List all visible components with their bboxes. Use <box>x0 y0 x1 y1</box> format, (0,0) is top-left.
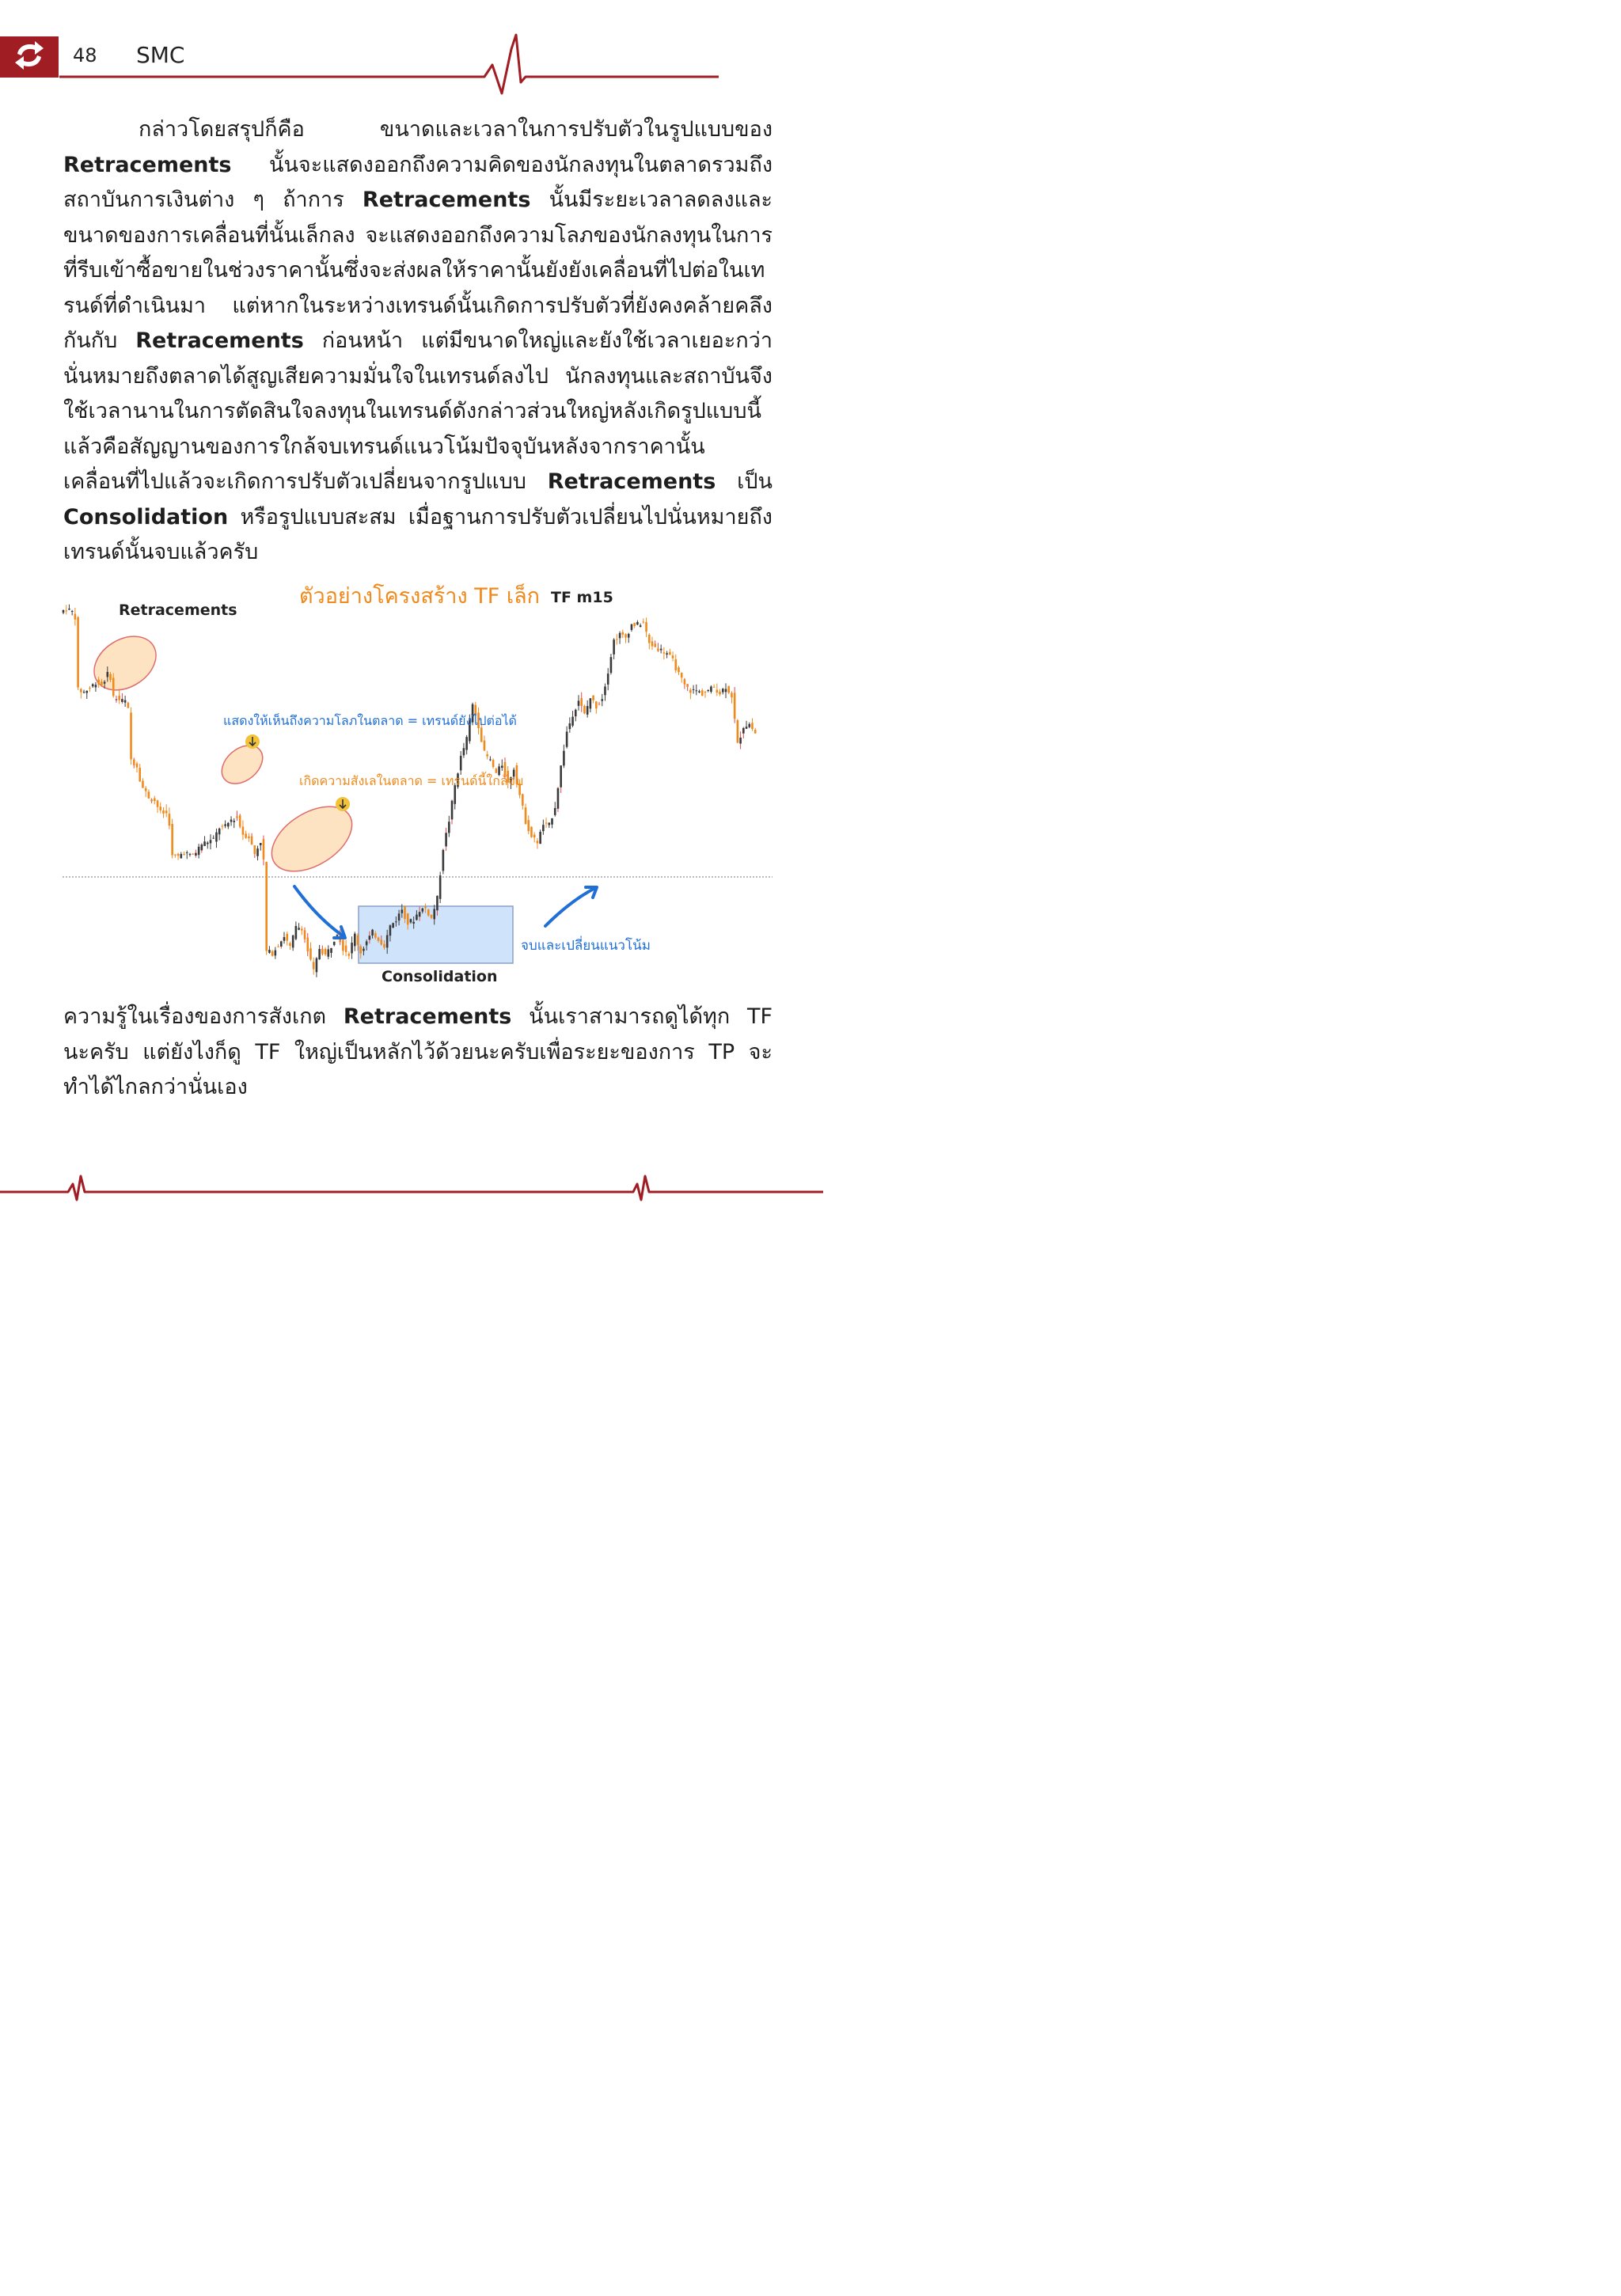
candle-body <box>442 850 445 871</box>
candle-body <box>563 751 565 766</box>
candle-body <box>624 634 627 637</box>
candle-body <box>713 687 716 688</box>
candle-body <box>321 949 324 954</box>
candle-body <box>527 820 530 831</box>
candle-body <box>484 741 486 751</box>
candle-body <box>701 690 704 696</box>
candle-body <box>215 833 218 842</box>
candle-body <box>622 632 624 635</box>
candle-body <box>395 921 397 922</box>
candle-body <box>251 837 253 844</box>
figure-timeframe: TF m15 <box>551 589 613 606</box>
candle-body <box>739 738 742 744</box>
candle-body <box>707 690 709 691</box>
refresh-arrows-icon <box>11 40 47 74</box>
candle-body <box>63 610 65 613</box>
candle-body <box>260 843 262 845</box>
candle-body <box>263 839 265 860</box>
candle-body <box>489 759 492 760</box>
annotation-reversal: จบและเปลี่ยนแนวโน้ม <box>521 938 651 954</box>
candle-body <box>389 925 392 935</box>
candle-body <box>316 958 318 973</box>
candle-body <box>169 814 171 825</box>
annotation-greed: แสดงให้เห็นถึงความโลภในตลาด = เทรนด์ยังไปต่อได้ <box>223 713 517 728</box>
candle-body <box>136 764 139 768</box>
candle-body <box>398 913 401 920</box>
candle-body <box>748 724 750 727</box>
candle-body <box>295 926 298 939</box>
candle-body <box>674 659 677 670</box>
candle-body <box>212 838 214 839</box>
candle-body <box>227 823 230 827</box>
candle-body <box>165 810 168 813</box>
candle-body <box>448 822 450 833</box>
emphasis-term: Consolidation <box>63 504 229 529</box>
candle-body <box>271 951 274 956</box>
candle-body <box>371 930 374 935</box>
emphasis-term: Retracements <box>135 328 304 353</box>
candle-body <box>419 912 421 917</box>
candle-body <box>374 933 377 938</box>
candle-body <box>716 690 719 693</box>
candle-body <box>286 934 288 941</box>
footer-rule <box>0 1171 871 1211</box>
candle-body <box>578 700 580 705</box>
candle-body <box>445 833 447 846</box>
candle-body <box>636 622 639 624</box>
body-paragraph-2 <box>63 1000 773 1106</box>
candle-body <box>174 855 177 856</box>
candle-body <box>651 641 654 646</box>
candle-body <box>330 948 332 953</box>
figure-title: ตัวอย่างโครงสร้าง TF เล็ก <box>299 584 540 609</box>
candle-body <box>109 674 112 680</box>
candle-body <box>354 934 356 947</box>
candle-body <box>590 698 592 708</box>
candle-body <box>451 801 454 820</box>
candle-body <box>704 692 707 693</box>
retracement-zone-2 <box>214 738 270 791</box>
candle-body <box>571 717 574 726</box>
candle-body <box>89 688 91 689</box>
candle-body <box>304 930 306 939</box>
body-paragraph-1 <box>63 112 773 571</box>
candle-body <box>233 821 235 822</box>
candle-body <box>727 686 730 693</box>
candle-body <box>410 919 412 922</box>
candle-body <box>495 768 498 772</box>
candle-body <box>672 655 674 658</box>
emphasis-term: Retracements <box>547 469 716 494</box>
candle-body <box>133 760 135 765</box>
candle-body <box>369 935 371 939</box>
candle-body <box>150 799 153 801</box>
candle-body <box>731 693 733 697</box>
candle-body <box>601 699 603 700</box>
text-run: นั้นเราสามารถดูได้ทุก TF นะครับ แต่ยังไงก็ดู TF ใหญ่เป็นหลักไว้ด้วยนะครับเพื่อระยะของการ TP จะทำได้ไกลกว่านั่นเอง <box>63 1004 773 1099</box>
candle-body <box>357 935 359 945</box>
candle-body <box>566 731 568 746</box>
candle-body <box>678 667 680 672</box>
candle-body <box>222 826 224 827</box>
candle-body <box>465 737 468 750</box>
candle-body <box>436 896 438 910</box>
candle-body <box>412 922 415 924</box>
candle-body <box>554 808 556 815</box>
candle-body <box>118 696 120 700</box>
candle-body <box>218 829 221 834</box>
candle-body <box>65 610 67 611</box>
candle-body <box>292 935 294 947</box>
candle-body <box>130 712 132 759</box>
candle-body <box>401 909 404 913</box>
candle-body <box>628 634 630 638</box>
page-number: 48 <box>73 44 97 66</box>
candle-body <box>283 937 286 941</box>
candle-body <box>557 788 560 809</box>
candle-body <box>407 913 409 924</box>
candle-body <box>710 686 712 692</box>
candle-body <box>657 648 659 651</box>
candle-body <box>325 949 327 954</box>
candle-body <box>734 693 736 719</box>
candle-body <box>666 653 668 655</box>
candle-body <box>77 617 79 688</box>
candle-body <box>422 909 424 912</box>
candle-body <box>681 673 683 677</box>
candle-body <box>378 938 380 941</box>
candle-body <box>610 657 613 673</box>
candle-body <box>684 679 686 684</box>
text-run: นั้นมีระยะเวลาลดลงและขนาดของการเคลื่อนที่นั้นเล็กลง จะแสดงออกถึงความโลภของนักลงทุนในการที่รีบเข้าซื้อขายในช่วงราคานั้นซึ่งจะส่งผลให้ราคานั้นยังยังเคลื่อนที่ไปต่อในเทรนด์ที่ดำเนินมา แต่หากในระหว่างเทรนด์นั้นเกิดการปรับตัวที่ยังคงคล้ายคลึงกันกับ <box>63 188 773 353</box>
candle-body <box>386 935 389 948</box>
candle-body <box>348 954 351 956</box>
candle-body <box>693 689 695 690</box>
candle-body <box>104 681 106 683</box>
candle-body <box>366 941 368 945</box>
candle-body <box>560 765 562 787</box>
candle-body <box>460 756 462 770</box>
candle-body <box>648 635 651 643</box>
candle-body <box>640 625 642 627</box>
down-arrow-marker-icon <box>336 797 350 811</box>
candle-body <box>83 692 85 693</box>
candle-body <box>575 710 577 716</box>
down-arrow-marker-icon <box>245 734 260 749</box>
candle-body <box>424 907 427 909</box>
candle-body <box>145 788 147 791</box>
candle-body <box>74 614 77 620</box>
candle-body <box>725 689 727 692</box>
candle-body <box>201 844 203 851</box>
candle-body <box>654 643 656 647</box>
candle-body <box>92 684 94 686</box>
candle-body <box>427 909 430 915</box>
candle-body <box>696 690 698 691</box>
candle-body <box>265 862 268 951</box>
candle-body <box>431 915 433 918</box>
candle-body <box>180 854 183 858</box>
candle-body <box>545 823 548 824</box>
candle-body <box>530 827 533 837</box>
candle-body <box>328 949 330 956</box>
candle-body <box>404 906 406 919</box>
header-rule <box>0 0 871 103</box>
candle-body <box>542 825 545 831</box>
candle-body <box>722 689 724 692</box>
candle-body <box>177 854 180 856</box>
candle-body <box>583 706 586 713</box>
candle-body <box>392 923 394 928</box>
candle-body <box>254 845 256 854</box>
candle-body <box>80 689 82 693</box>
candle-body <box>613 639 615 655</box>
candle-body <box>245 833 247 837</box>
text-run: นั้นจะแสดงออกถึงความคิดของนักลงทุนในตลาดรวมถึงสถาบันการเงินต่าง ๆ ถ้าการ <box>63 152 773 212</box>
candle-body <box>318 949 321 959</box>
text-run: เป็น <box>716 469 773 494</box>
candle-body <box>463 748 465 755</box>
candle-body <box>619 633 621 639</box>
candle-body <box>207 843 209 844</box>
candle-body <box>480 727 483 742</box>
logo-badge <box>0 36 59 78</box>
candle-body <box>239 815 241 826</box>
candle-body <box>746 727 748 729</box>
candle-body <box>280 941 283 947</box>
candle-body <box>248 837 250 838</box>
candle-body <box>159 806 161 810</box>
candle-body <box>689 690 692 693</box>
consolidation-zone <box>359 906 513 963</box>
candle-body <box>313 962 315 969</box>
running-title: SMC <box>136 42 185 68</box>
candle-body <box>533 835 536 837</box>
text-run: ก่อนหน้า แต่มีขนาดใหญ่และยังใช้เวลาเยอะกว่า นั่นหมายถึงตลาดได้สูญเสียความมั่นใจในเทรนด์ลงไป นักลงทุนและสถาบันจึงใช้เวลานานในการตัดสินใจลงทุนในเทรนด์ดังกล่าวส่วนใหญ่หลังเกิดรูปแบบนี้แล้วคือสัญญานของการใกล้จบเทรนด์แนวโน้มปัจจุบันหลังจากราคานั้นเคลื่อนที่ไปแล้วจะเกิดการปรับตัวเปลี่ยนจากรูปแบบ <box>63 328 773 494</box>
candle-body <box>236 816 238 818</box>
candle-body <box>183 854 185 855</box>
candle-body <box>333 942 336 945</box>
candle-body <box>525 807 527 824</box>
candle-body <box>645 622 647 632</box>
candle-body <box>380 939 382 944</box>
candle-body <box>203 841 206 846</box>
candle-body <box>537 841 539 843</box>
candle-body <box>363 949 365 951</box>
candle-body <box>345 946 347 952</box>
candle-body <box>124 700 127 703</box>
candle-body <box>551 818 553 825</box>
candle-body <box>501 765 503 768</box>
candle-body <box>669 652 671 655</box>
candle-body <box>192 854 194 855</box>
candle-body <box>121 699 123 702</box>
candle-body <box>439 875 442 899</box>
price-structure-figure <box>60 578 776 993</box>
curved-blue-arrow-icon <box>545 887 597 926</box>
candle-body <box>342 940 344 951</box>
candle-body <box>101 681 103 685</box>
candle-body <box>298 928 300 930</box>
candle-body <box>336 935 339 936</box>
candle-body <box>698 691 700 693</box>
candle-body <box>549 822 551 825</box>
candle-body <box>595 701 598 708</box>
candle-body <box>633 623 636 626</box>
candle-body <box>112 677 115 696</box>
candle-body <box>306 938 309 951</box>
candle-body <box>751 723 754 729</box>
candle-body <box>539 832 541 844</box>
candle-body <box>301 929 303 931</box>
candle-body <box>242 826 245 834</box>
candle-body <box>486 754 488 757</box>
retracement-zone-1 <box>84 625 165 700</box>
candle-body <box>186 852 188 853</box>
candle-body <box>580 698 583 706</box>
candle-body <box>383 944 385 948</box>
candle-body <box>663 652 666 653</box>
candle-body <box>309 948 312 959</box>
candle-body <box>351 943 353 953</box>
candle-body <box>95 685 97 687</box>
text-run: ความรู้ในเรื่องของการสังเกต <box>63 1004 344 1029</box>
candle-body <box>631 624 633 630</box>
candle-body <box>433 909 435 919</box>
candle-body <box>230 820 233 822</box>
candle-body <box>587 706 589 715</box>
candle-body <box>154 799 156 801</box>
candle-body <box>660 649 662 651</box>
candle-body <box>85 691 88 693</box>
candle-body <box>97 680 100 685</box>
candle-body <box>256 848 259 856</box>
emphasis-term: Retracements <box>362 188 531 212</box>
candle-body <box>157 800 159 806</box>
candle-body <box>148 791 150 798</box>
candle-body <box>643 621 645 622</box>
candle-body <box>189 854 192 855</box>
candle-body <box>492 760 495 767</box>
candle-body <box>737 720 739 743</box>
candle-body <box>71 611 74 612</box>
candle-body <box>522 794 524 805</box>
candle-body <box>416 915 418 920</box>
candle-body <box>719 692 721 694</box>
candle-body <box>592 696 594 700</box>
candle-body <box>289 943 291 946</box>
candle-body <box>754 730 757 733</box>
candle-body <box>607 674 609 685</box>
candle-body <box>162 810 165 814</box>
text-run: กล่าวโดยสรุปก็คือ ขนาดและเวลาในการปรับตัวในรูปแบบของ <box>139 117 773 142</box>
candle-body <box>686 684 689 687</box>
candle-body <box>127 703 130 708</box>
annotation-doubt: เกิดความสังเลในตลาด = เทรนด์นี้ใกล้จบ <box>299 773 524 788</box>
candle-body <box>224 824 226 825</box>
candle-body <box>210 840 212 843</box>
candle-body <box>268 950 271 953</box>
candle-body <box>604 686 606 695</box>
candle-body <box>275 951 277 956</box>
candle-body <box>198 847 200 855</box>
label-consolidation: Consolidation <box>382 968 498 985</box>
candle-body <box>569 723 571 729</box>
candle-body <box>742 728 745 734</box>
emphasis-term: Retracements <box>343 1004 512 1029</box>
candle-body <box>139 768 141 781</box>
emphasis-term: Retracements <box>63 152 232 177</box>
label-retracements: Retracements <box>119 602 237 619</box>
candle-body <box>171 824 173 856</box>
text-run: หรือรูปแบบสะสม เมื่อฐานการปรับตัวเปลี่ยนไปนั่นหมายถึงเทรนด์นั้นจบแล้วครับ <box>63 504 773 564</box>
candle-body <box>142 781 144 788</box>
candle-body <box>107 672 109 677</box>
candle-body <box>359 947 362 954</box>
candle-body <box>195 853 197 856</box>
